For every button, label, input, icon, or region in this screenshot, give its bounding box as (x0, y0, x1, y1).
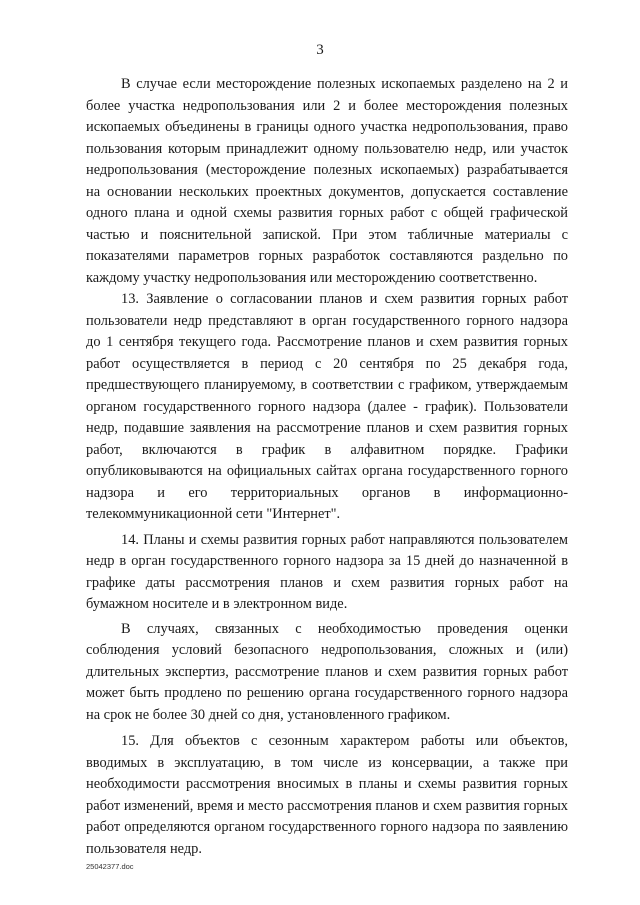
paragraph-14-extension: В случаях, связанных с необходимостью проведения оценки соблюдения условий безопасного недропользования, сложных и (или) длительных экспертиз, рассмотрение планов и схем развития горных работ может быть продлено по решению органа государственного горного надзора на срок не более 30 дней со дня, установленного графиком. (86, 620, 568, 723)
paragraph-joint-plan: В случае если месторождение полезных ископаемых разделено на 2 и более участка недропользования или 2 и более месторождения полезных ископаемых объединены в границы одного участка недропользования, право пользования которым принадлежит одному пользователю недр, или участок недропользования (месторождение полезных ископаемых) разрабатывается на основании нескольких проектных документов, допускается составление одного плана и одной схемы развития горных работ с общей графической частью и пояснительной запиской. При этом табличные материалы с показателями параметров горных разработок составляются раздельно по каждому участку недропользования или месторождению соответственно. (86, 76, 568, 286)
paragraph-15: 15. Для объектов с сезонным характером работы или объектов, вводимых в эксплуатацию, в том числе из консервации, а также при необходимости рассмотрения вносимых в планы и схемы развития горных работ изменений, время и место рассмотрения планов и схем развития горных работ определяются органом государственного горного надзора по заявлению пользователя недр. (86, 733, 568, 857)
paragraph-13: 13. Заявление о согласовании планов и схем развития горных работ пользователи недр представляют в орган государственного горного надзора до 1 сентября текущего года. Рассмотрение планов и схем развития горных работ осуществляется в период с 20 сентября по 25 декабря года, предшествующего планируемому, в соответствии с графиком, утверждаемым органом государственного горного надзора (далее - график). Пользователи недр, подавшие заявления на рассмотрение планов и схем развития горных работ, включаются в график в алфавитном порядке. Графики опубликовываются на официальных сайтах органа государственного горного надзора и его территориальных органов в информационно-телекоммуникационной сети "Интернет". (86, 291, 568, 522)
page-number: 3 (316, 42, 324, 58)
document-body (86, 74, 568, 860)
document-file-reference: 25042377.doc (86, 862, 134, 871)
paragraph-14: 14. Планы и схемы развития горных работ направляются пользователем недр в орган государственного горного надзора за 15 дней до назначенной в графике даты рассмотрения планов и схем развития горных работ на бумажном носителе и в электронном виде. (86, 531, 568, 612)
